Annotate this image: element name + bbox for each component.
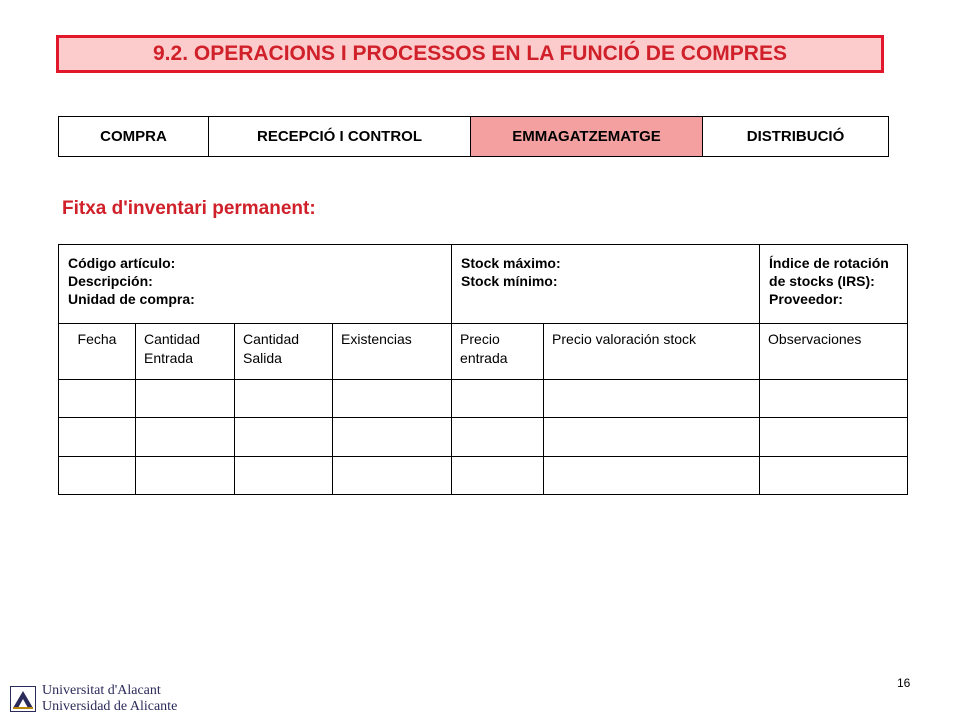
label-irs: Índice de rotación de stocks (IRS):	[769, 255, 889, 289]
process-step-compra: COMPRA	[59, 117, 209, 157]
university-emblem-icon	[10, 686, 36, 712]
page-title: 9.2. OPERACIONS I PROCESSOS EN LA FUNCIÓ DE COMPRES	[56, 35, 884, 73]
table-row	[59, 457, 908, 495]
col-observaciones: Observaciones	[760, 324, 908, 380]
label-descripcion: Descripción:	[68, 273, 153, 289]
label-unidad-compra: Unidad de compra:	[68, 291, 195, 307]
col-precio-entrada: Precio entrada	[452, 324, 544, 380]
card-header-mid	[452, 245, 760, 324]
label-codigo-articulo: Código artículo:	[68, 255, 176, 271]
university-logo	[10, 683, 177, 715]
card-header-right	[760, 245, 908, 324]
col-cantidad-entrada: Cantidad Entrada	[136, 324, 235, 380]
label-proveedor: Proveedor:	[769, 291, 843, 307]
page-number: 16	[897, 676, 911, 690]
process-step-recepcio: RECEPCIÓ I CONTROL	[209, 117, 471, 157]
col-cantidad-salida: Cantidad Salida	[235, 324, 333, 380]
label-stock-maximo: Stock máximo:	[461, 255, 561, 271]
process-steps	[58, 116, 889, 157]
label-stock-minimo: Stock mínimo:	[461, 273, 558, 289]
logo-line-2: Universidad de Alicante	[42, 699, 178, 714]
col-existencias: Existencias	[333, 324, 452, 380]
logo-line-1: Universitat d'Alacant	[42, 683, 161, 698]
process-step-distribucio: DISTRIBUCIÓ	[703, 117, 889, 157]
process-step-emmagatzematge: EMMAGATZEMATGE	[471, 117, 703, 157]
section-subtitle: Fitxa d'inventari permanent:	[62, 198, 316, 219]
table-row	[59, 380, 908, 418]
card-header-left	[59, 245, 452, 324]
inventory-card	[58, 244, 908, 495]
col-precio-valoracion: Precio valoración stock	[544, 324, 760, 380]
col-fecha: Fecha	[59, 324, 136, 380]
table-row	[59, 418, 908, 457]
